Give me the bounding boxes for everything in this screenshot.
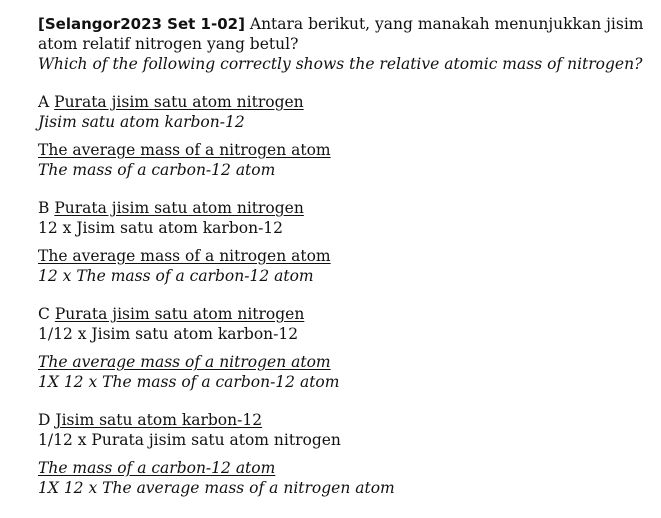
- english-numerator: The average mass of a nitrogen atom: [38, 247, 331, 265]
- option-b[interactable]: [38, 198, 653, 286]
- question-document: [38, 14, 653, 498]
- malay-numerator: Purata jisim satu atom nitrogen: [54, 199, 304, 217]
- question-stem: [38, 14, 653, 74]
- english-numerator: The average mass of a nitrogen atom: [38, 353, 331, 371]
- malay-denominator: 1/12 x Purata jisim satu atom nitrogen: [38, 431, 341, 449]
- english-denominator: 1X 12 x The mass of a carbon-12 atom: [38, 373, 340, 391]
- malay-numerator: Purata jisim satu atom nitrogen: [54, 93, 304, 111]
- english-numerator: The mass of a carbon-12 atom: [38, 459, 276, 477]
- option-c-malay-numerator-line: [38, 304, 653, 324]
- option-c[interactable]: [38, 304, 653, 392]
- english-denominator: The mass of a carbon-12 atom: [38, 161, 276, 179]
- option-a[interactable]: [38, 92, 653, 180]
- option-letter: C: [38, 305, 50, 323]
- malay-numerator: Jisim satu atom karbon-12: [55, 411, 263, 429]
- question-text-english: Which of the following correctly shows the relative atomic mass of nitrogen?: [38, 55, 643, 73]
- malay-denominator: 12 x Jisim satu atom karbon-12: [38, 219, 284, 237]
- english-denominator: 1X 12 x The average mass of a nitrogen atom: [38, 479, 395, 497]
- option-d[interactable]: [38, 410, 653, 498]
- english-denominator: 12 x The mass of a carbon-12 atom: [38, 267, 314, 285]
- malay-denominator: Jisim satu atom karbon-12: [38, 113, 245, 131]
- english-numerator: The average mass of a nitrogen atom: [38, 141, 331, 159]
- option-letter: D: [38, 411, 51, 429]
- question-text-malay: Antara berikut, yang manakah menunjukkan jisim atom relatif nitrogen yang betul?: [38, 15, 644, 53]
- question-tag: [Selangor2023 Set 1-02]: [38, 15, 245, 33]
- option-a-malay-numerator-line: [38, 92, 653, 112]
- option-b-malay-numerator-line: [38, 198, 653, 218]
- option-letter: B: [38, 199, 50, 217]
- malay-numerator: Purata jisim satu atom nitrogen: [54, 305, 305, 323]
- option-letter: A: [38, 93, 50, 111]
- malay-denominator: 1/12 x Jisim satu atom karbon-12: [38, 325, 299, 343]
- option-d-malay-numerator-line: [38, 410, 653, 430]
